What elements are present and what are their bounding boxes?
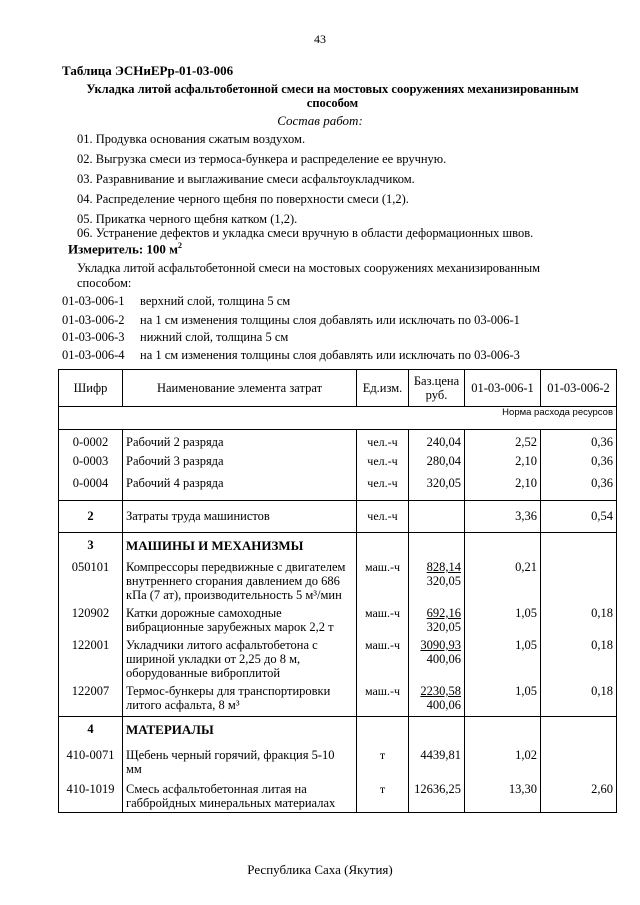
row-value-2: 0,18 <box>541 638 617 684</box>
machines-section-title: МАШИНЫ И МЕХАНИЗМЫ <box>123 532 357 560</box>
price-top: 692,16 <box>426 606 461 620</box>
materials-section-title: МАТЕРИАЛЫ <box>123 717 357 745</box>
table-header-row <box>59 370 617 407</box>
row-value-1: 1,05 <box>465 684 541 717</box>
labor-total-price <box>409 500 465 532</box>
row-value-2: 0,36 <box>541 450 617 472</box>
header-price: Баз.цена руб. <box>409 370 465 407</box>
code-text: верхний слой, толщина 5 см <box>140 294 291 308</box>
measure-label: Измеритель: 100 м <box>68 241 179 257</box>
row-value-2: 0,18 <box>541 606 617 638</box>
price-top: 828,14 <box>426 560 461 574</box>
work-item: 06. Устранение дефектов и укладка смеси вручную в области деформационных швов. <box>77 226 534 240</box>
norm-label: Норма расхода ресурсов <box>59 407 617 430</box>
row-value-2 <box>541 745 617 780</box>
measure-unit <box>68 241 182 257</box>
work-item: 02. Выгрузка смеси из термоса-бункера и распределение ее вручную. <box>77 152 447 166</box>
measure-superscript: 2 <box>178 241 183 250</box>
works-heading: Состав работ: <box>277 113 363 128</box>
row-unit: маш.-ч <box>357 560 409 606</box>
row-value-2: 0,18 <box>541 684 617 717</box>
row-value-1: 2,52 <box>465 430 541 451</box>
machines-section-row <box>59 532 617 560</box>
row-unit: маш.-ч <box>357 638 409 684</box>
row-name: Компрессоры передвижные с двигателем внутреннего сгорания давлением до 686 кПа (7 ат), производительность 5 м³/мин <box>123 560 357 606</box>
labor-total-value-1: 3,36 <box>465 500 541 532</box>
row-unit: т <box>357 745 409 780</box>
labor-total-code: 2 <box>59 500 123 532</box>
table-row <box>59 606 617 638</box>
code-id: 01-03-006-4 <box>62 348 125 362</box>
row-code: 0-0003 <box>59 450 123 472</box>
row-price: 240,04 <box>409 430 465 451</box>
work-item: 04. Распределение черного щебня по поверхности смеси (1,2). <box>77 192 409 206</box>
row-price: 320,05 <box>409 472 465 500</box>
table-row <box>59 684 617 717</box>
price-bottom: 400,06 <box>426 652 461 666</box>
empty-cell <box>465 532 541 560</box>
code-id: 01-03-006-2 <box>62 313 125 327</box>
empty-cell <box>357 717 409 745</box>
document-title: Укладка литой асфальтобетонной смеси на мостовых сооружениях механизированным способом <box>86 82 579 110</box>
norm-row <box>59 407 617 430</box>
table-row <box>59 745 617 780</box>
row-value-2 <box>541 560 617 606</box>
row-value-1: 1,02 <box>465 745 541 780</box>
resources-table <box>58 369 617 813</box>
empty-cell <box>409 532 465 560</box>
row-unit: чел.-ч <box>357 472 409 500</box>
empty-cell <box>465 717 541 745</box>
row-name: Щебень черный горячий, фракция 5-10 мм <box>123 745 357 780</box>
work-item: 01. Продувка основания сжатым воздухом. <box>77 132 306 146</box>
row-code: 050101 <box>59 560 123 606</box>
code-line <box>62 313 520 328</box>
row-code: 410-0071 <box>59 745 123 780</box>
code-text: на 1 см изменения толщины слоя добавлять или исключать по 03-006-1 <box>140 313 520 327</box>
code-line <box>62 348 520 363</box>
page-number: 43 <box>314 32 326 46</box>
price-bottom: 320,05 <box>426 620 461 634</box>
empty-cell <box>357 532 409 560</box>
row-name: Укладчики литого асфальтобетона с шириной укладки от 2,25 до 8 м, оборудованные виброплитой <box>123 638 357 684</box>
row-code: 0-0002 <box>59 430 123 451</box>
row-code: 0-0004 <box>59 472 123 500</box>
row-value-1: 2,10 <box>465 472 541 500</box>
row-name: Катки дорожные самоходные вибрационные зарубежных марок 2,2 т <box>123 606 357 638</box>
code-line <box>62 294 290 309</box>
work-item: 03. Разравнивание и выглаживание смеси асфальтоукладчиком. <box>77 172 415 186</box>
row-value-1: 1,05 <box>465 638 541 684</box>
materials-section-code: 4 <box>59 717 123 745</box>
table-code: Таблица ЭСНиЕРр-01-03-006 <box>62 63 234 78</box>
row-name: Рабочий 2 разряда <box>123 430 357 451</box>
table-row <box>59 430 617 451</box>
row-value-2: 0,36 <box>541 430 617 451</box>
price-bottom: 320,05 <box>426 574 461 588</box>
row-price <box>409 684 465 717</box>
row-name: Смесь асфальтобетонная литая на габбройдных минеральных материалах <box>123 780 357 813</box>
price-top: 2230,58 <box>420 684 461 698</box>
labor-total-row <box>59 500 617 532</box>
labor-total-name: Затраты труда машинистов <box>123 500 357 532</box>
row-unit: чел.-ч <box>357 430 409 451</box>
row-price <box>409 638 465 684</box>
row-name: Рабочий 3 разряда <box>123 450 357 472</box>
table-row <box>59 450 617 472</box>
empty-cell <box>541 717 617 745</box>
row-code: 122001 <box>59 638 123 684</box>
row-price: 280,04 <box>409 450 465 472</box>
price-top: 3090,93 <box>420 638 461 652</box>
header-col2: 01-03-006-2 <box>541 370 617 407</box>
row-value-1: 2,10 <box>465 450 541 472</box>
labor-total-unit: чел.-ч <box>357 500 409 532</box>
work-item: 05. Прикатка черного щебня катком (1,2). <box>77 212 298 226</box>
code-id: 01-03-006-3 <box>62 330 125 344</box>
header-code: Шифр <box>59 370 123 407</box>
code-line <box>62 330 288 345</box>
materials-section-row <box>59 717 617 745</box>
table-row <box>59 638 617 684</box>
row-name: Термос-бункеры для транспортировки литого асфальта, 8 м³ <box>123 684 357 717</box>
code-text: нижний слой, толщина 5 см <box>140 330 289 344</box>
row-code: 122007 <box>59 684 123 717</box>
empty-cell <box>541 532 617 560</box>
row-code: 120902 <box>59 606 123 638</box>
table-row <box>59 472 617 500</box>
row-name: Рабочий 4 разряда <box>123 472 357 500</box>
row-value-1: 0,21 <box>465 560 541 606</box>
row-price: 4439,81 <box>409 745 465 780</box>
row-code: 410-1019 <box>59 780 123 813</box>
header-unit: Ед.изм. <box>357 370 409 407</box>
row-value-1: 1,05 <box>465 606 541 638</box>
row-value-2: 0,36 <box>541 472 617 500</box>
labor-total-value-2: 0,54 <box>541 500 617 532</box>
row-unit: маш.-ч <box>357 606 409 638</box>
price-bottom: 400,06 <box>426 698 461 712</box>
code-text: на 1 см изменения толщины слоя добавлять или исключать по 03-006-3 <box>140 348 520 362</box>
row-unit: чел.-ч <box>357 450 409 472</box>
empty-cell <box>409 717 465 745</box>
description: Укладка литой асфальтобетонной смеси на мостовых сооружениях механизированным способом: <box>77 261 541 290</box>
table-row <box>59 560 617 606</box>
footer-region: Республика Саха (Якутия) <box>247 862 393 877</box>
table-row <box>59 780 617 813</box>
row-price: 12636,25 <box>409 780 465 813</box>
code-id: 01-03-006-1 <box>62 294 125 308</box>
row-unit: т <box>357 780 409 813</box>
row-price <box>409 560 465 606</box>
row-price <box>409 606 465 638</box>
header-name: Наименование элемента затрат <box>123 370 357 407</box>
header-col1: 01-03-006-1 <box>465 370 541 407</box>
machines-section-code: 3 <box>59 532 123 560</box>
row-unit: маш.-ч <box>357 684 409 717</box>
row-value-2: 2,60 <box>541 780 617 813</box>
row-value-1: 13,30 <box>465 780 541 813</box>
